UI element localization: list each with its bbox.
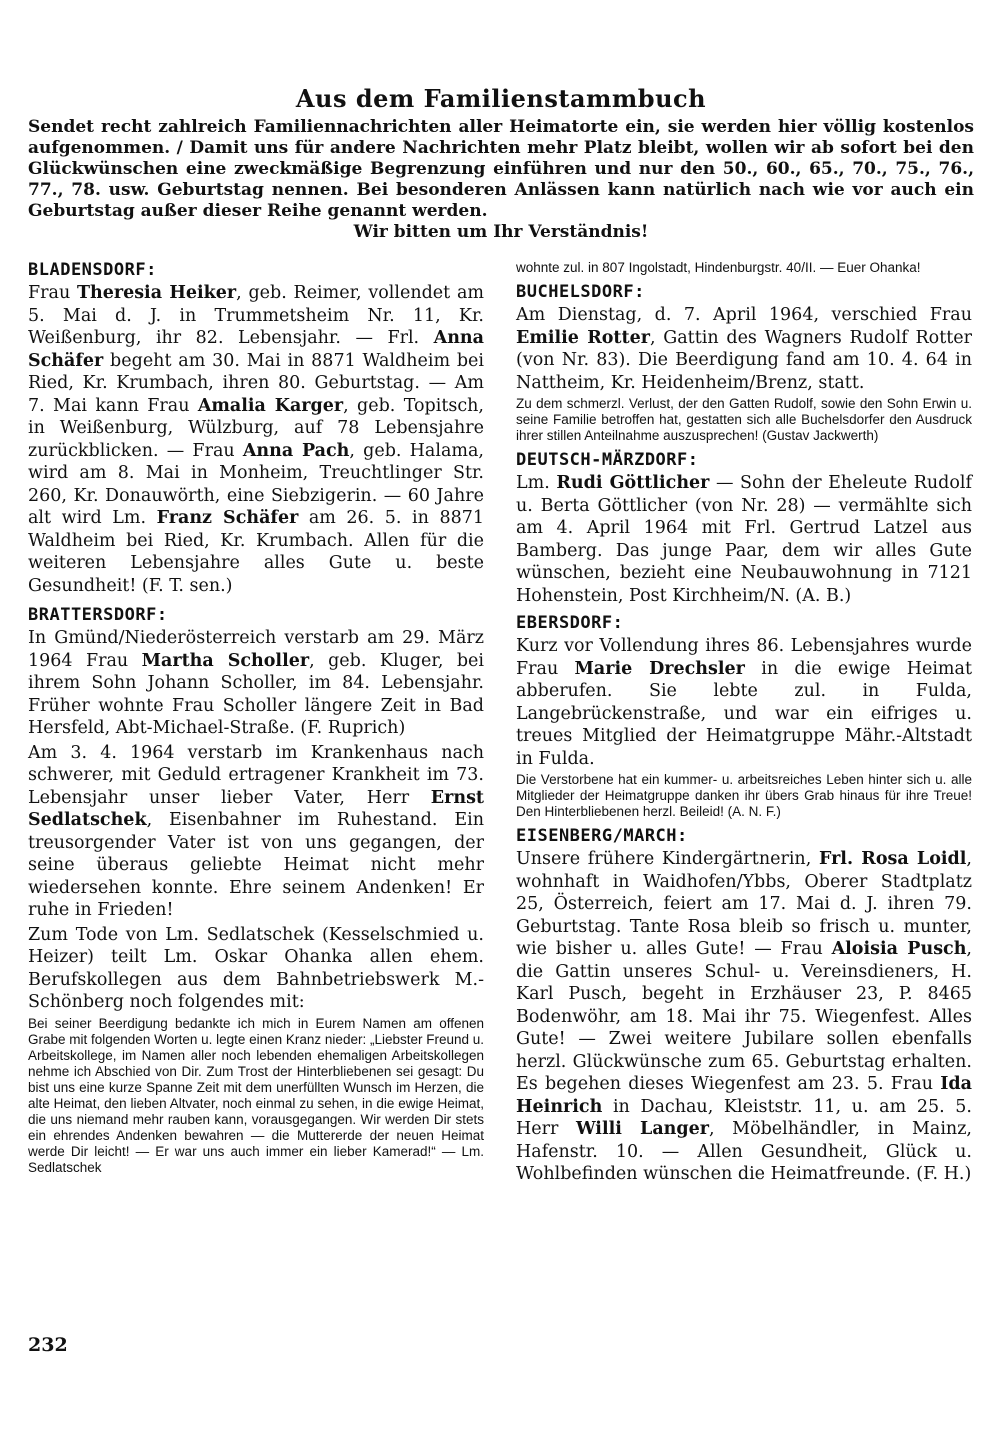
section-heading-ebersdorf: EBERSDORF:: [516, 613, 624, 633]
page-title: Aus dem Familienstammbuch: [295, 84, 707, 113]
left-column: [28, 260, 484, 1182]
intro-closing: Wir bitten um Ihr Verständnis!: [353, 222, 649, 242]
page: [28, 84, 974, 1184]
paragraph-ebersdorf: Kurz vor Vollendung ihres 86. Lebensjahres wurde Frau Marie Drechsler in die ewige Heimat abberufen. Sie lebte zul. in Fulda, Langebrückenstraße, und war ein eifriges u. treues Mitglied der Heimatgruppe Mähr.-Altstadt in Fulda.: [516, 636, 972, 769]
right-column: [516, 260, 972, 1188]
page-number: 232: [28, 1334, 68, 1356]
paragraph-buchelsdorf: Am Dienstag, d. 7. April 1964, verschied Frau Emilie Rotter, Gattin des Wagners Rudolf Rotter (von Nr. 83). Die Beerdigung fand am 10. 4. 64 in Nattheim, Kr. Heidenheim/Brenz, statt.: [516, 305, 972, 393]
paragraph-eisenberg: Unsere frühere Kindergärtnerin, Frl. Rosa Loidl, wohnhaft in Waidhofen/Ybbs, Oberer Stadtplatz 25, Österreich, feiert am 17. Mai d. J. ihren 79. Geburtstag. Tante Rosa bleib so frisch u. munter, wie bisher u. alles Gute! — Frau Aloisia Pusch, die Gattin unseres Schul- u. Vereinsdieners, H. Karl Pusch, begeht in Erzhäuser 23, P. 8465 Bodenwöhr, am 18. Mai ihr 75. Wiegenfest. Alles Gute! — Zwei weitere Jubilare sollen ebenfalls herzl. Glückwünsche zum 65. Geburtstag erhalten. Es begehen dieses Wiegenfest am 23. 5. Frau Ida Heinrich in Dachau, Kleiststr. 11, u. am 25. 5. Herr Willi Langer, Möbelhändler, in Mainz, Hafenstr. 10. — Allen Gesundheit, Glück u. Wohlbefinden wünschen die Heimatfreunde. (F. H.): [516, 849, 972, 1184]
paragraph-brattersdorf-1: In Gmünd/Niederösterreich verstarb am 29. März 1964 Frau Martha Scholler, geb. Kluger, bei ihrem Sohn Johann Scholler, im 84. Lebensjahr. Früher wohnte Frau Scholler längere Zeit in Bad Hersfeld, Abt-Michael-Straße. (F. Ruprich): [28, 628, 484, 738]
section-heading-eisenberg: EISENBERG/MARCH:: [516, 826, 688, 846]
intro-text: Sendet recht zahlreich Familiennachrichten aller Heimatorte ein, sie werden hier völlig kostenlos aufgenommen. / Damit uns für andere Nachrichten mehr Platz bleibt, wollen wir ab sofort bei den Glückwünschen eine zweckmäßige Begrenzung einführen und nur den 50., 60., 65., 70., 75., 76., 77., 78. usw. Geburtstag nennen. Bei besonderen Anlässen kann natürlich nach wie vor auch ein Geburtstag außer dieser Reihe genannt werden.: [28, 117, 974, 221]
section-heading-brattersdorf: BRATTERSDORF:: [28, 605, 168, 625]
small-print-continuation: wohnte zul. in 807 Ingolstadt, Hindenburgstr. 40/II. — Euer Ohanka!: [516, 260, 921, 275]
section-heading-buchelsdorf: BUCHELSDORF:: [516, 282, 645, 302]
section-heading-bladensdorf: BLADENSDORF:: [28, 260, 157, 280]
paragraph-brattersdorf-3: Zum Tode von Lm. Sedlatschek (Kesselschmied u. Heizer) teilt Lm. Oskar Ohanka allen ehem. Berufskollegen aus dem Bahnbetriebswerk M.-Schönberg noch folgendes mit:: [28, 924, 484, 1012]
section-heading-deutsch-maerzdorf: DEUTSCH-MÄRZDORF:: [516, 450, 699, 470]
small-print-buchelsdorf: Zu dem schmerzl. Verlust, der den Gatten Rudolf, sowie den Sohn Erwin u. seine Familie betroffen hat, gestatten sich alle Buchelsdorfer den Ausdruck ihrer stillen Anteilnahme auszusprechen! (Gustav Jackwerth): [516, 396, 972, 443]
paragraph-deutsch-maerzdorf: Lm. Rudi Göttlicher — Sohn der Eheleute Rudolf u. Berta Göttlicher (von Nr. 28) — vermählte sich am 4. April 1964 mit Frl. Gertrud Latzel aus Bamberg. Das junge Paar, dem wir alles Gute wünschen, bezieht eine Neubauwohnung in 7121 Hohenstein, Post Kirchheim/N. (A. B.): [516, 473, 972, 606]
paragraph-bladensdorf: Frau Theresia Heiker, geb. Reimer, vollendet am 5. Mai d. J. in Trummetsheim Nr. 11, Kr. Weißenburg, ihr 82. Lebensjahr. — Frl. Anna Schäfer begeht am 30. Mai in 8871 Waldheim bei Ried, Kr. Krumbach, ihren 80. Geburtstag. — Am 7. Mai kann Frau Amalia Karger, geb. Topitsch, in Weißenburg, Wülzburg, auf 78 Lebensjahre zurückblicken. — Frau Anna Pach, geb. Halama, wird am 8. Mai in Monheim, Treuchtlinger Str. 260, Kr. Donauwörth, eine Siebzigerin. — 60 Jahre alt wird Lm. Franz Schäfer am 26. 5. in 8871 Waldheim bei Ried, Kr. Krumbach. Allen für die weiteren Lebensjahre alles Gute u. beste Gesundheit! (F. T. sen.): [28, 283, 484, 596]
small-print-brattersdorf: Bei seiner Beerdigung bedankte ich mich in Eurem Namen am offenen Grabe mit folgenden Worten u. legte einen Kranz nieder: „Liebster Freund u. Arbeitskollege, im Namen aller noch lebenden ehemaligen Arbeitskollegen nehme ich Abschied von Dir. Zum Trost der Hinterbliebenen sei gesagt: Du bist uns eine kurze Spanne Zeit mit dem unerfüllten Wunsch im Herzen, die alte Heimat, den lieben Altvater, noch einmal zu sehen, in die ewige Heimat, die uns niemand mehr rauben kann, vorausgegangen. Wir werden Dir stets ein ehrendes Andenken bewahren — die Muttererde der neuen Heimat werde Dir leicht! — Er war uns auch immer ein lieber Kamerad!“ — Lm. Sedlatschek: [28, 1015, 485, 1175]
paragraph-brattersdorf-2: Am 3. 4. 1964 verstarb im Krankenhaus nach schwerer, mit Geduld ertragener Krankheit im 73. Lebensjahr unser lieber Vater, Herr Ernst Sedlatschek, Eisenbahner im Ruhestand. Ein treusorgender Vater ist von uns gegangen, der seine überaus geliebte Heimat nicht mehr wiedersehen konnte. Ehre seinem Andenken! Er ruhe in Frieden!: [28, 742, 484, 920]
small-print-ebersdorf: Die Verstorbene hat ein kummer- u. arbeitsreiches Leben hinter sich u. alle Mitglieder der Heimatgruppe danken ihr übers Grab hinaus für ihre Treue! Den Hinterbliebenen herzl. Beileid! (A. N. F.): [516, 772, 972, 819]
